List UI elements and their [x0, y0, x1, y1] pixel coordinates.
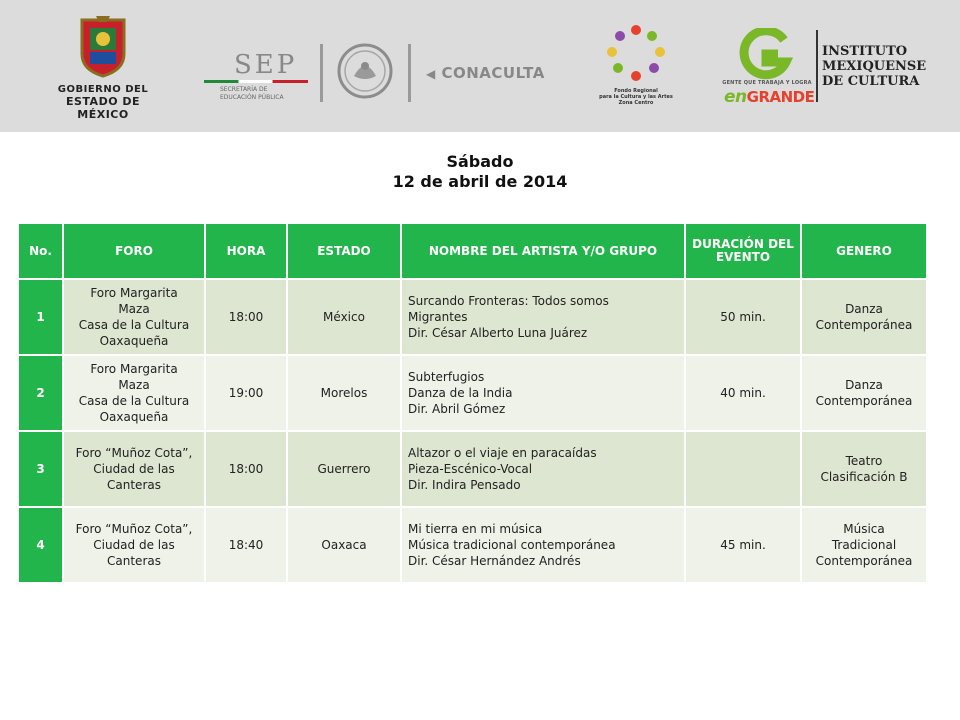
artista-line: Dir. César Alberto Luna Juárez	[408, 326, 588, 340]
genero-line: Contemporánea	[815, 394, 913, 408]
col-header-genero: GENERO	[801, 224, 927, 279]
foro-line: Casa de la Cultura	[78, 318, 190, 332]
sep-sub-line1: SECRETARÍA DE	[220, 86, 268, 93]
artista-line: Dir. Abril Gómez	[408, 402, 506, 416]
foro-line: Foro Margarita	[90, 362, 178, 376]
genero-line: Contemporánea	[815, 554, 913, 568]
logo-banner	[0, 0, 960, 132]
title-date: 12 de abril de 2014	[392, 172, 568, 191]
table-header-row	[19, 224, 927, 279]
engrande-grande: GRANDE	[746, 88, 815, 106]
engrande-tagline: GENTE QUE TRABAJA Y LOGRA	[722, 80, 812, 86]
cell-hora: 18:40	[205, 507, 287, 583]
title-day: Sábado	[446, 152, 514, 171]
genero-line: Tradicional	[831, 538, 897, 552]
fondo-regional-star-icon	[596, 22, 676, 88]
artista-line: Migrantes	[408, 310, 468, 324]
foro-line: Canteras	[107, 554, 161, 568]
gobierno-line1: GOBIERNO DEL	[57, 84, 149, 95]
artista-h1: NOMBRE DEL ARTISTA	[428, 243, 578, 258]
engrande-en: en	[724, 87, 747, 107]
artista-line: Dir. César Hernández Andrés	[408, 554, 581, 568]
schedule-table	[19, 224, 928, 584]
fondo-regional-text	[596, 88, 676, 106]
g-logo-icon	[722, 28, 812, 80]
coat-of-arms-icon	[76, 14, 130, 78]
cell-no: 4	[19, 507, 63, 583]
genero-line: Clasificación B	[820, 470, 908, 484]
duracion-h1: DURACIÓN	[692, 237, 764, 251]
foro-line: Ciudad de las	[93, 462, 175, 476]
genero-line: Teatro	[845, 454, 883, 468]
cell-artista	[401, 507, 685, 583]
cell-no: 3	[19, 431, 63, 507]
conaculta-mark-icon: ◀	[426, 67, 436, 81]
cell-no: 1	[19, 279, 63, 355]
artista-h2: Y/O	[581, 243, 606, 258]
table-row	[19, 431, 927, 507]
cell-duracion: 45 min.	[685, 507, 801, 583]
foro-line: Oaxaqueña	[99, 410, 169, 424]
table-row	[19, 355, 927, 431]
cell-artista	[401, 355, 685, 431]
cell-hora: 19:00	[205, 355, 287, 431]
sep-tricolor-bar	[204, 80, 308, 83]
fondo-line3: Zona Centro	[618, 100, 654, 106]
genero-line: Contemporánea	[815, 318, 913, 332]
divider	[408, 44, 411, 102]
engrande-logo	[722, 28, 815, 108]
conaculta-logo	[426, 64, 545, 82]
col-header-no: No.	[19, 224, 63, 279]
foro-line: Oaxaqueña	[99, 334, 169, 348]
foro-line: Foro “Muñoz Cota”,	[75, 446, 193, 460]
cell-genero	[801, 431, 927, 507]
foro-line: Maza	[118, 378, 150, 392]
cell-duracion: 50 min.	[685, 279, 801, 355]
artista-line: Música tradicional contemporánea	[408, 538, 616, 552]
table-row	[19, 279, 927, 355]
cell-foro	[63, 507, 205, 583]
cell-duracion: 40 min.	[685, 355, 801, 431]
imc-divider	[816, 30, 818, 102]
cell-artista	[401, 279, 685, 355]
cell-estado: México	[287, 279, 401, 355]
cell-duracion	[685, 431, 801, 507]
sep-word: SEP	[234, 50, 298, 80]
cell-genero	[801, 279, 927, 355]
foro-line: Foro “Muñoz Cota”,	[75, 522, 193, 536]
cell-artista	[401, 431, 685, 507]
artista-line: Altazor o el viaje en paracaídas	[408, 446, 597, 460]
artista-line: Danza de la India	[408, 386, 513, 400]
fondo-line2: para la Cultura y las Artes	[599, 94, 673, 100]
artista-h3: GRUPO	[609, 243, 658, 258]
artista-line: Subterfugios	[408, 370, 485, 384]
cell-no: 2	[19, 355, 63, 431]
divider	[320, 44, 323, 102]
imc-line3: DE CULTURA	[822, 74, 920, 89]
imc-line1: INSTITUTO	[822, 44, 908, 59]
genero-line: Danza	[845, 378, 883, 392]
foro-line: Ciudad de las	[93, 538, 175, 552]
genero-line: Música	[843, 522, 885, 536]
col-header-artista	[401, 224, 685, 279]
cell-foro	[63, 279, 205, 355]
national-seal-icon	[336, 42, 394, 100]
sep-sub-line2: EDUCACIÓN PÚBLICA	[220, 94, 284, 101]
fondo-regional-logo	[596, 22, 676, 108]
cell-foro	[63, 431, 205, 507]
cell-genero	[801, 507, 927, 583]
conaculta-word: CONACULTA	[441, 64, 545, 82]
sep-logo	[204, 44, 312, 104]
page-title	[0, 152, 960, 192]
artista-line: Surcando Fronteras: Todos somos	[408, 294, 609, 308]
cell-estado: Morelos	[287, 355, 401, 431]
artista-line: Dir. Indira Pensado	[408, 478, 521, 492]
cell-estado: Guerrero	[287, 431, 401, 507]
duracion-h2: DEL EVENTO	[715, 237, 794, 264]
foro-line: Foro Margarita	[90, 286, 178, 300]
col-header-hora: HORA	[205, 224, 287, 279]
col-header-duracion	[685, 224, 801, 279]
gobierno-line2: ESTADO DE MÉXICO	[65, 95, 141, 121]
cell-foro	[63, 355, 205, 431]
col-header-foro: FORO	[63, 224, 205, 279]
genero-line: Danza	[845, 302, 883, 316]
cell-hora: 18:00	[205, 279, 287, 355]
artista-line: Mi tierra en mi música	[408, 522, 543, 536]
cell-estado: Oaxaca	[287, 507, 401, 583]
foro-line: Canteras	[107, 478, 161, 492]
engrande-word	[724, 87, 814, 107]
cell-hora: 18:00	[205, 431, 287, 507]
instituto-mexiquense-logo	[822, 44, 926, 89]
imc-line2: MEXIQUENSE	[822, 59, 927, 74]
artista-line: Pieza-Escénico-Vocal	[408, 462, 533, 476]
fondo-line1: Fondo Regional	[614, 88, 658, 94]
foro-line: Casa de la Cultura	[78, 394, 190, 408]
col-header-estado: ESTADO	[287, 224, 401, 279]
foro-line: Maza	[118, 302, 150, 316]
gobierno-estado-mexico-logo	[42, 14, 164, 121]
table-row	[19, 507, 927, 583]
cell-genero	[801, 355, 927, 431]
sep-subtitle	[220, 86, 284, 102]
